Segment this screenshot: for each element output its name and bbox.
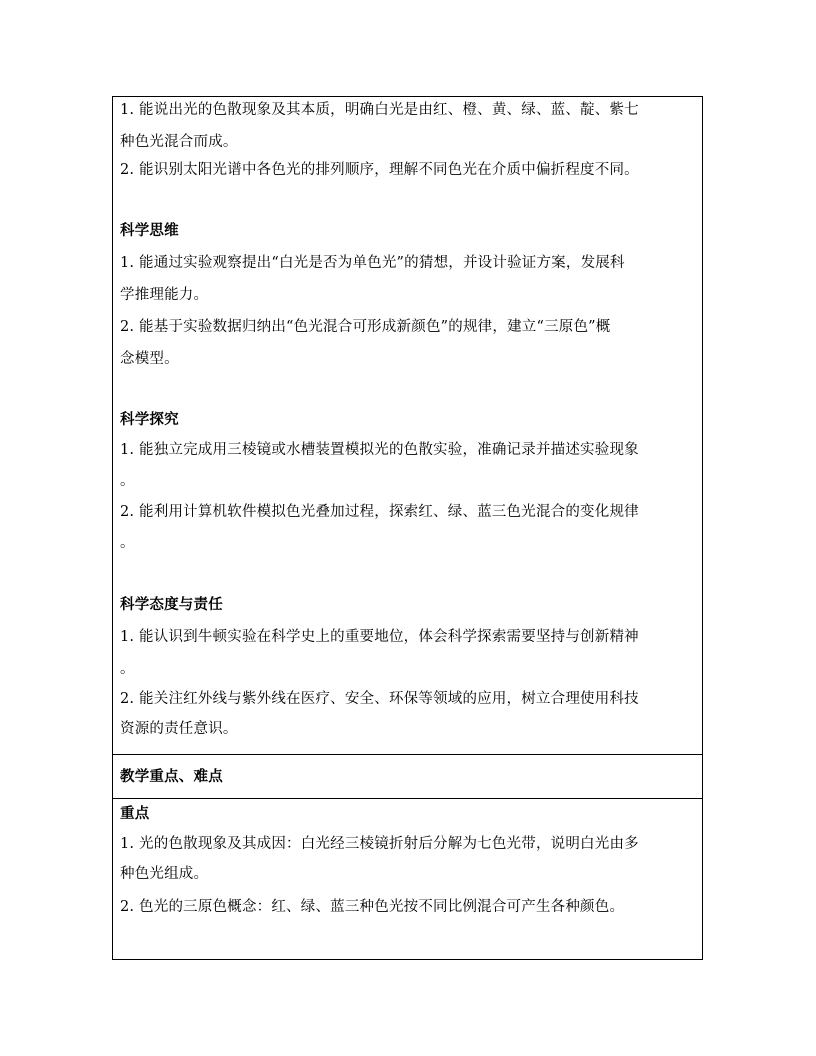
- objective-line: 念模型。: [120, 351, 179, 367]
- section-header-key-points: 教学重点、难点: [120, 768, 223, 785]
- lesson-plan-table: [112, 96, 703, 960]
- objective-line: 1. 能说出光的色散现象及其本质，明确白光是由红、橙、黄、绿、蓝、靛、紫七: [120, 102, 639, 118]
- section-title-attitude-responsibility: 科学态度与责任: [120, 596, 223, 613]
- objective-line: 2. 能利用计算机软件模拟色光叠加过程，探索红、绿、蓝三色光混合的变化规律: [120, 504, 639, 520]
- objective-line: 1. 能独立完成用三棱镜或水槽装置模拟光的色散实验，准确记录并描述实验现象: [120, 442, 639, 458]
- key-point-line: 2. 色光的三原色概念：红、绿、蓝三种色光按不同比例混合可产生各种颜色。: [120, 899, 625, 915]
- key-points-cell: [113, 798, 702, 959]
- objective-line: 种色光混合而成。: [120, 134, 238, 150]
- objective-line: 学推理能力。: [120, 287, 209, 303]
- objective-line: 。: [120, 473, 135, 489]
- objectives-cell: [113, 97, 702, 754]
- section-title-key-points: 重点: [120, 805, 150, 822]
- objective-line: 1. 能通过实验观察提出“白光是否为单色光”的猜想，并设计验证方案，发展科: [120, 255, 625, 271]
- objective-line: 2. 能识别太阳光谱中各色光的排列顺序，理解不同色光在介质中偏折程度不同。: [120, 162, 639, 178]
- key-point-line: 1. 光的色散现象及其成因：白光经三棱镜折射后分解为七色光带，说明白光由多: [120, 836, 639, 852]
- section-title-scientific-thinking: 科学思维: [120, 222, 179, 239]
- objective-line: 2. 能关注红外线与紫外线在医疗、安全、环保等领域的应用，树立合理使用科技: [120, 691, 639, 707]
- objective-line: 1. 能认识到牛顿实验在科学史上的重要地位，体会科学探索需要坚持与创新精神: [120, 629, 639, 645]
- key-point-line: 种色光组成。: [120, 866, 209, 882]
- objective-line: 2. 能基于实验数据归纳出“色光混合可形成新颜色”的规律，建立“三原色”概: [120, 319, 611, 335]
- objective-line: 资源的责任意识。: [120, 721, 238, 737]
- objective-line: 。: [120, 535, 135, 551]
- objective-line: 。: [120, 661, 135, 677]
- section-title-scientific-inquiry: 科学探究: [120, 411, 179, 428]
- key-points-header-cell: [113, 754, 702, 798]
